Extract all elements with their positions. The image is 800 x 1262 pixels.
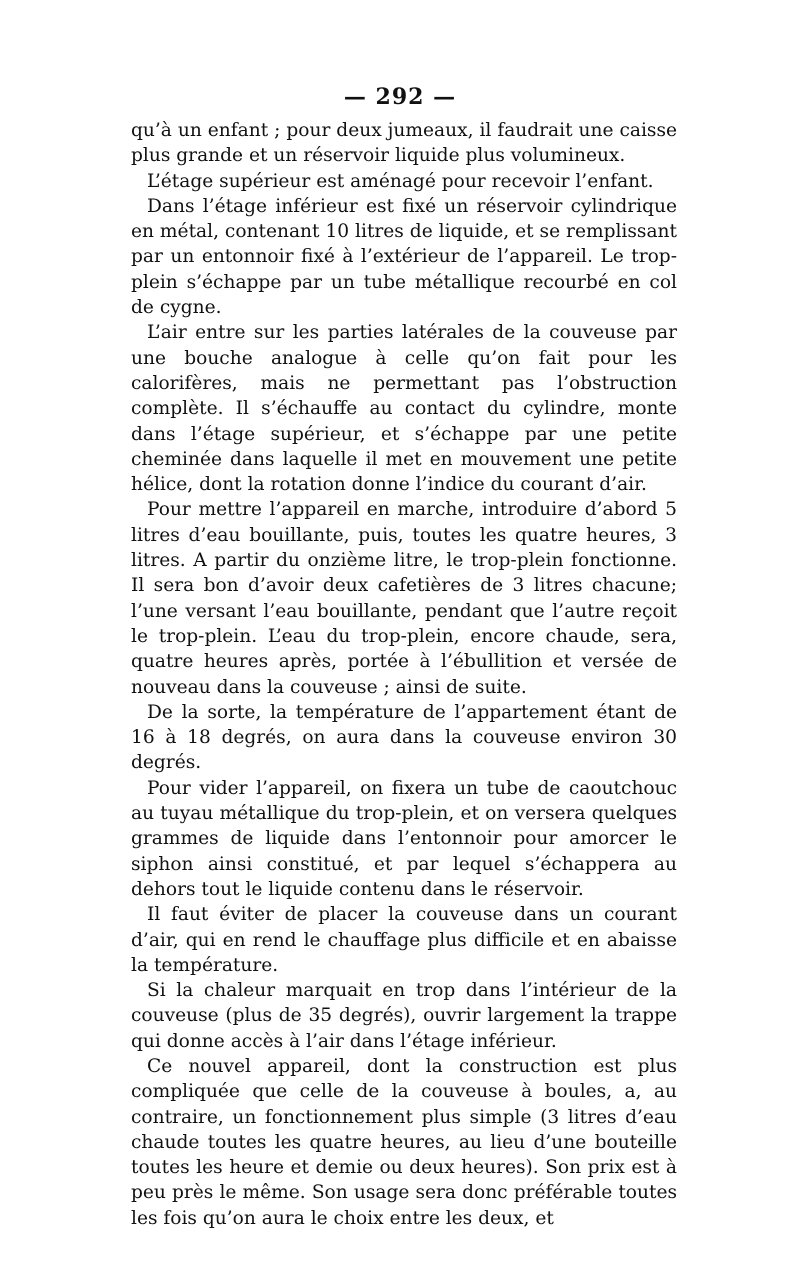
paragraph: Il faut éviter de placer la couveuse dans un courant d’air, qui en rend le chauffage plus difficile et en abaisse la température. [131, 904, 677, 976]
body-text [131, 118, 677, 1231]
paragraph: L’étage supérieur est aménagé pour recevoir l’enfant. [147, 170, 654, 192]
paragraph: Ce nouvel appareil, dont la construction est plus compliquée que celle de la couveuse à boules, a, au contraire, un fonctionnement plus simple (3 litres d’eau chaude toutes les quatre heures, au lieu d’une bouteille toutes les heure et demie ou deux heures). Son prix est à peu près le même. Son usage sera donc préférable toutes les fois qu’on aura le choix entre les deux, et [131, 1055, 677, 1229]
paragraph: Pour mettre l’appareil en marche, introduire d’abord 5 litres d’eau bouillante, puis, toutes les quatre heures, 3 litres. A partir du onzième litre, le trop-plein fonctionne. Il sera bon d’avoir deux cafetières de 3 litres chacune; l’une versant l’eau bouillante, pendant que l’autre reçoit le trop-plein. L’eau du trop-plein, encore chaude, sera, quatre heures après, portée à l’ébullition et versée de nouveau dans la couveuse ; ainsi de suite. [131, 499, 677, 698]
paragraph: Dans l’étage inférieur est fixé un réservoir cylindrique en métal, contenant 10 litres de liquide, et se remplissant par un entonnoir fixé à l’extérieur de l’appareil. Le trop-plein s’échappe par un tube métallique recourbé en col de cygne. [131, 195, 677, 319]
paragraph: Si la chaleur marquait en trop dans l’intérieur de la couveuse (plus de 35 degrés), ouvrir largement la trappe qui donne accès à l’air dans l’étage inférieur. [131, 980, 677, 1052]
paragraph: De la sorte, la température de l’appartement étant de 16 à 18 degrés, on aura dans la couveuse environ 30 degrés. [131, 701, 677, 774]
paragraph: qu’à un enfant ; pour deux jumeaux, il faudrait une caisse plus grande et un réservoir liquide plus volumineux. [131, 120, 677, 167]
page-number: — 292 — [343, 84, 457, 110]
paragraph: L’air entre sur les parties latérales de la couveuse par une bouche analogue à celle qu’on fait pour les calorifères, mais ne permettant pas l’obstruction complète. Il s’échauffe au contact du cylindre, monte dans l’étage supérieur, et s’échappe par une petite cheminée dans laquelle il met en mouvement une petite hélice, dont la rotation donne l’indice du courant d’air. [131, 322, 677, 496]
paragraph: Pour vider l’appareil, on fixera un tube de caoutchouc au tuyau métallique du trop-plein, et on versera quelques grammes de liquide dans l’entonnoir pour amorcer le siphon ainsi constitué, et par lequel s’échappera au dehors tout le liquide contenu dans le réservoir. [131, 777, 677, 900]
